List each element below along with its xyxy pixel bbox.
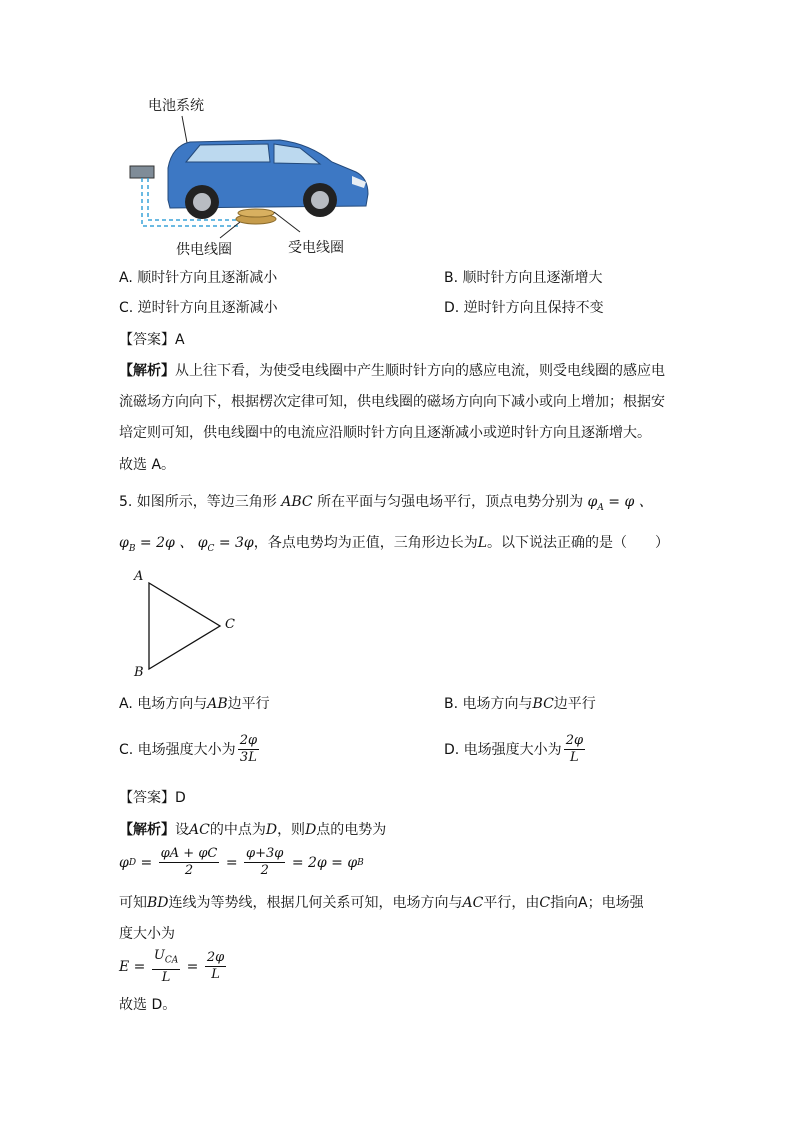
- phi-b: $\varphi_B = 2\varphi$ 、: [119, 535, 194, 554]
- q5-stem-line-1: [119, 492, 653, 518]
- q5-option-d: D. 电场强度大小为 $\frac{2\varphi}{L}$: [444, 733, 584, 765]
- q5-stem-text: ，各点电势均为正值，三角形边长为: [253, 535, 478, 551]
- equation-phi-d: φ D = $\frac{\varphi A + \varphi C}{2}$ = $\frac{\varphi+3\varphi}{2}$ = 2φ = φ B: [119, 846, 364, 878]
- fraction-2phi-over-l: $\frac{2\varphi}{L}$: [565, 733, 584, 765]
- q5-stem-text: 所在平面与匀强电场平行，顶点电势分别为: [317, 494, 584, 510]
- car-charging-figure: [120, 90, 380, 260]
- q5-analysis-line-3: 度大小为: [119, 926, 175, 942]
- side-length-var: L: [477, 535, 488, 551]
- q5-option-b: B. 电场方向与BC边平行: [444, 696, 596, 712]
- receive-coil-label: 受电线圈: [288, 240, 344, 256]
- q4-analysis-line-2: 流磁场方向向下，根据楞次定律可知，供电线圈的磁场方向向下减小或向上增加；根据安: [119, 394, 665, 410]
- q5-option-a: A. 电场方向与AB边平行: [119, 696, 270, 712]
- q4-option-b: B. 顺时针方向且逐渐增大: [444, 270, 603, 286]
- q5-stem-line-2: [119, 533, 669, 559]
- q4-conclusion: 故选 A。: [119, 457, 176, 473]
- equation-e-field: E = $\frac{U_{CA}}{L}$ = $\frac{2\varphi}{L}$: [119, 948, 225, 985]
- q4-analysis-tag: 【解析】: [119, 363, 175, 379]
- q5-answer: 【答案】D: [119, 790, 186, 806]
- phi-c: $\varphi_C = 3\varphi$: [197, 535, 254, 554]
- phi-a: $\varphi_A = \varphi$ 、: [587, 494, 653, 513]
- q5-stem-text: 。以下说法正确的是（ ）: [487, 535, 670, 551]
- q5-conclusion: 故选 D。: [119, 997, 177, 1013]
- q4-analysis-text-1: 从上往下看，为使受电线圈中产生顺时针方向的感应电流，则受电线圈的感应电: [175, 363, 665, 379]
- q4-option-c: C. 逆时针方向且逐渐减小: [119, 300, 278, 316]
- vertex-b-label: B: [134, 665, 144, 680]
- battery-system-label: 电池系统: [148, 98, 204, 114]
- q4-option-d: D. 逆时针方向且保持不变: [444, 300, 604, 316]
- q5-triangle-name: ABC: [281, 494, 313, 510]
- q4-answer: 【答案】A: [119, 332, 185, 348]
- q4-option-a: A. 顺时针方向且逐渐减小: [119, 270, 278, 286]
- q4-analysis-line-3: 培定则可知，供电线圈中的电流应沿顺时针方向且逐渐减小或逆时针方向且逐渐增大。: [119, 425, 651, 441]
- fraction-2phi-over-3l: $\frac{2\varphi}{3L}$: [239, 733, 258, 765]
- q5-stem-text: 5. 如图所示，等边三角形: [119, 494, 277, 510]
- q5-option-c: C. 电场强度大小为 $\frac{2\varphi}{3L}$: [119, 733, 258, 765]
- q5-analysis-line-1: 【解析】设AC的中点为D，则D点的电势为: [119, 822, 387, 838]
- car-illustration: [120, 90, 380, 260]
- vertex-c-label: C: [225, 617, 235, 632]
- supply-coil-label: 供电线圈: [176, 242, 232, 258]
- q5-analysis-line-2: 可知BD连线为等势线，根据几何关系可知，电场方向与AC平行，由C指向A；电场强: [119, 895, 644, 911]
- q4-analysis-line-1: [119, 361, 689, 381]
- triangle-figure: [128, 565, 248, 685]
- vertex-a-label: A: [134, 569, 144, 584]
